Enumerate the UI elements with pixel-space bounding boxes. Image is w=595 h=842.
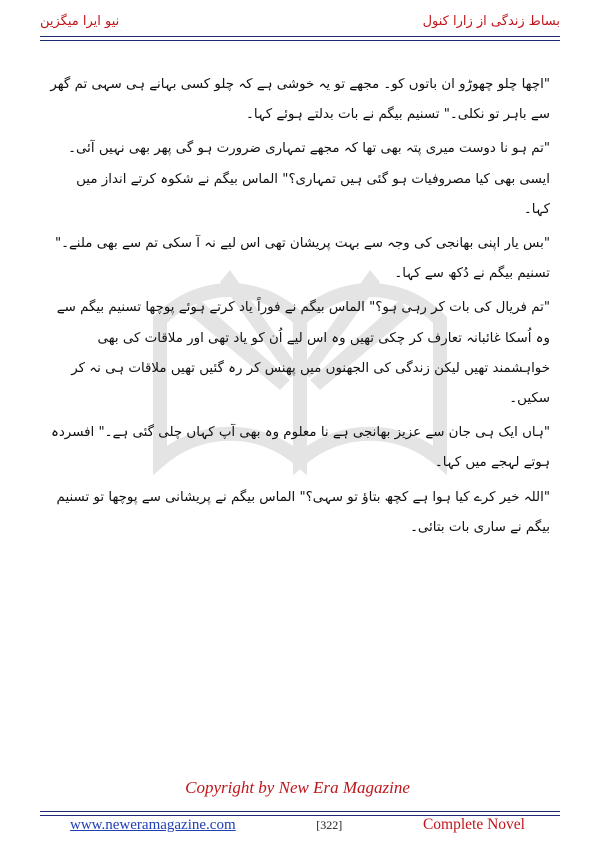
paragraph: "اللہ خیر کرے کیا ہوا ہے کچھ بتاؤ تو سہی؟" الماس بیگم نے پریشانی سے پوچھا تو تسنیم بیگم نے ساری بات بتائی۔ [56, 489, 550, 535]
copyright-notice: Copyright by New Era Magazine [185, 778, 410, 797]
page-footer [70, 816, 525, 834]
header-divider [40, 36, 560, 41]
page-number: [322] [316, 817, 343, 832]
website-link[interactable]: www.neweramagazine.com [70, 816, 236, 833]
novel-title: بساط زندگی از زارا کنول [422, 13, 560, 29]
page-header [40, 8, 560, 34]
paragraph: "تم ہو نا دوست میری پتہ بھی تھا کہ مجھے تمہاری ضرورت ہو گی پھر بھی نہیں آئی۔ایسی بھی کیا مصروفیات ہو گئی ہیں تمہاری؟" الماس بیگم نے شکوہ کرتے انداز میں کہا۔ [68, 141, 550, 217]
paragraph: "تم فریال کی بات کر رہی ہو؟" الماس بیگم نے فوراً یاد کرتے ہوئے پوچھا تسنیم بیگم سے وہ اُسکا غائبانہ تعارف کر چکی تھیں وہ اس لیے اُن کو یاد تھی اور ملاقات کی بھی خواہشمند تھیں لیکن زندگی کی الجھنوں میں پھنس کر رہ گئیں تھیں ملاقات ہی نہ کر سکیں۔ [56, 300, 550, 407]
article-body [50, 70, 550, 547]
paragraph: "اچھا چلو چھوڑو ان باتوں کو۔ مجھے تو یہ خوشی ہے کہ چلو کسی بہانے ہی سہی تم گھر سے باہر تو نکلی۔" تسنیم بیگم نے بات بدلتے ہوئے کہا۔ [50, 77, 550, 123]
paragraph: "بس یار اپنی بھانجی کی وجہ سے بہت پریشان تھی اس لیے نہ آ سکی تم سے بھی ملنے۔" تسنیم بیگم نے دُکھ سے کہا۔ [54, 236, 550, 282]
novel-category: Complete Novel [422, 816, 525, 833]
paragraph: "ہاں ایک ہی جان سے عزیز بھانجی ہے نا معلوم وہ بھی آپ کہاں چلی گئی ہے۔" افسردہ ہوتے لہجے میں کہا۔ [51, 425, 550, 471]
magazine-name: نیو ایرا میگزین [40, 13, 120, 29]
